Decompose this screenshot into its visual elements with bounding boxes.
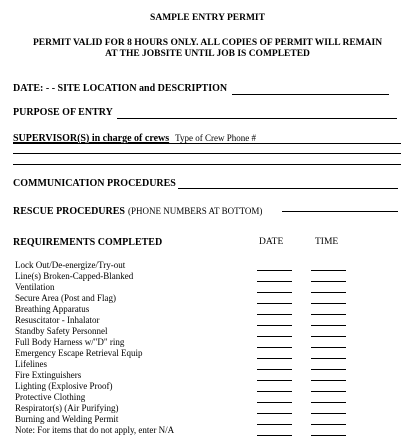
requirement-time-blank[interactable] [311, 391, 346, 392]
requirement-time-blank[interactable] [311, 281, 346, 282]
supervisor-line-3[interactable] [13, 164, 401, 165]
requirement-item: Resuscitator - Inhalator [15, 315, 100, 325]
rescue-note: (PHONE NUMBERS AT BOTTOM) [127, 206, 263, 216]
requirement-item: Fire Extinguishers [15, 370, 82, 380]
requirement-item: Protective Clothing [15, 392, 86, 402]
purpose-label: PURPOSE OF ENTRY [13, 107, 113, 118]
requirement-time-blank[interactable] [311, 292, 346, 293]
form-title: SAMPLE ENTRY PERMIT [150, 13, 265, 23]
requirement-date-blank[interactable] [257, 336, 292, 337]
requirement-time-blank[interactable] [311, 336, 346, 337]
requirement-date-blank[interactable] [257, 292, 292, 293]
requirement-date-blank[interactable] [257, 270, 292, 271]
date-site-field[interactable] [232, 94, 389, 95]
requirement-date-blank[interactable] [257, 402, 292, 403]
requirement-date-blank[interactable] [257, 281, 292, 282]
rescue-label: RESCUE PROCEDURES [13, 206, 125, 217]
requirement-time-blank[interactable] [311, 314, 346, 315]
requirement-item: Emergency Escape Retrieval Equip [15, 348, 143, 358]
requirement-item: Secure Area (Post and Flag) [15, 293, 116, 303]
requirement-date-blank[interactable] [257, 369, 292, 370]
rescue-field[interactable] [282, 211, 398, 212]
requirement-item: Lifelines [15, 359, 47, 369]
validity-notice-line2: AT THE JOBSITE UNTIL JOB IS COMPLETED [105, 49, 310, 59]
requirement-date-blank[interactable] [257, 303, 292, 304]
requirement-date-blank[interactable] [257, 435, 292, 436]
requirement-date-blank[interactable] [257, 358, 292, 359]
requirement-date-blank[interactable] [257, 391, 292, 392]
validity-notice-line1: PERMIT VALID FOR 8 HOURS ONLY. ALL COPIES OF PERMIT WILL REMAIN [32, 38, 383, 48]
requirement-item: Line(s) Broken-Capped-Blanked [15, 271, 134, 281]
requirement-time-blank[interactable] [311, 424, 346, 425]
communication-field[interactable] [178, 188, 398, 189]
time-column-header: TIME [315, 237, 339, 247]
requirement-note: Note: For items that do not apply, enter N/A [15, 425, 175, 435]
communication-label: COMMUNICATION PROCEDURES [13, 178, 176, 189]
requirement-date-blank[interactable] [257, 347, 292, 348]
requirement-item: Burning and Welding Permit [15, 414, 119, 424]
requirement-time-blank[interactable] [311, 380, 346, 381]
requirement-item: Breathing Apparatus [15, 304, 90, 314]
requirement-time-blank[interactable] [311, 325, 346, 326]
requirement-item: Ventilation [15, 282, 55, 292]
requirement-time-blank[interactable] [311, 413, 346, 414]
requirement-date-blank[interactable] [257, 424, 292, 425]
date-site-label: DATE: - - SITE LOCATION and DESCRIPTION [13, 83, 228, 94]
supervisor-line-1[interactable] [13, 143, 401, 144]
requirement-date-blank[interactable] [257, 380, 292, 381]
date-column-header: DATE [259, 237, 284, 247]
requirement-item: Full Body Harness w/"D" ring [15, 337, 125, 347]
requirement-item: Standby Safety Personnel [15, 326, 108, 336]
requirement-time-blank[interactable] [311, 358, 346, 359]
requirement-date-blank[interactable] [257, 325, 292, 326]
requirement-time-blank[interactable] [311, 402, 346, 403]
requirements-label: REQUIREMENTS COMPLETED [13, 237, 163, 248]
rescue-row [13, 201, 262, 219]
requirement-date-blank[interactable] [257, 314, 292, 315]
supervisor-line-2[interactable] [13, 153, 401, 154]
requirement-time-blank[interactable] [311, 435, 346, 436]
requirement-time-blank[interactable] [311, 303, 346, 304]
requirement-item: Respirator(s) (Air Purifying) [15, 403, 119, 413]
requirement-date-blank[interactable] [257, 413, 292, 414]
requirement-time-blank[interactable] [311, 347, 346, 348]
purpose-field[interactable] [117, 118, 397, 119]
supervisor-columns: Type of Crew Phone # [175, 133, 256, 143]
requirement-item: Lighting (Explosive Proof) [15, 381, 113, 391]
requirement-time-blank[interactable] [311, 369, 346, 370]
supervisor-label: SUPERVISOR(S) in charge of crews [13, 133, 170, 144]
requirement-time-blank[interactable] [311, 270, 346, 271]
requirement-item: Lock Out/De-energize/Try-out [15, 260, 126, 270]
